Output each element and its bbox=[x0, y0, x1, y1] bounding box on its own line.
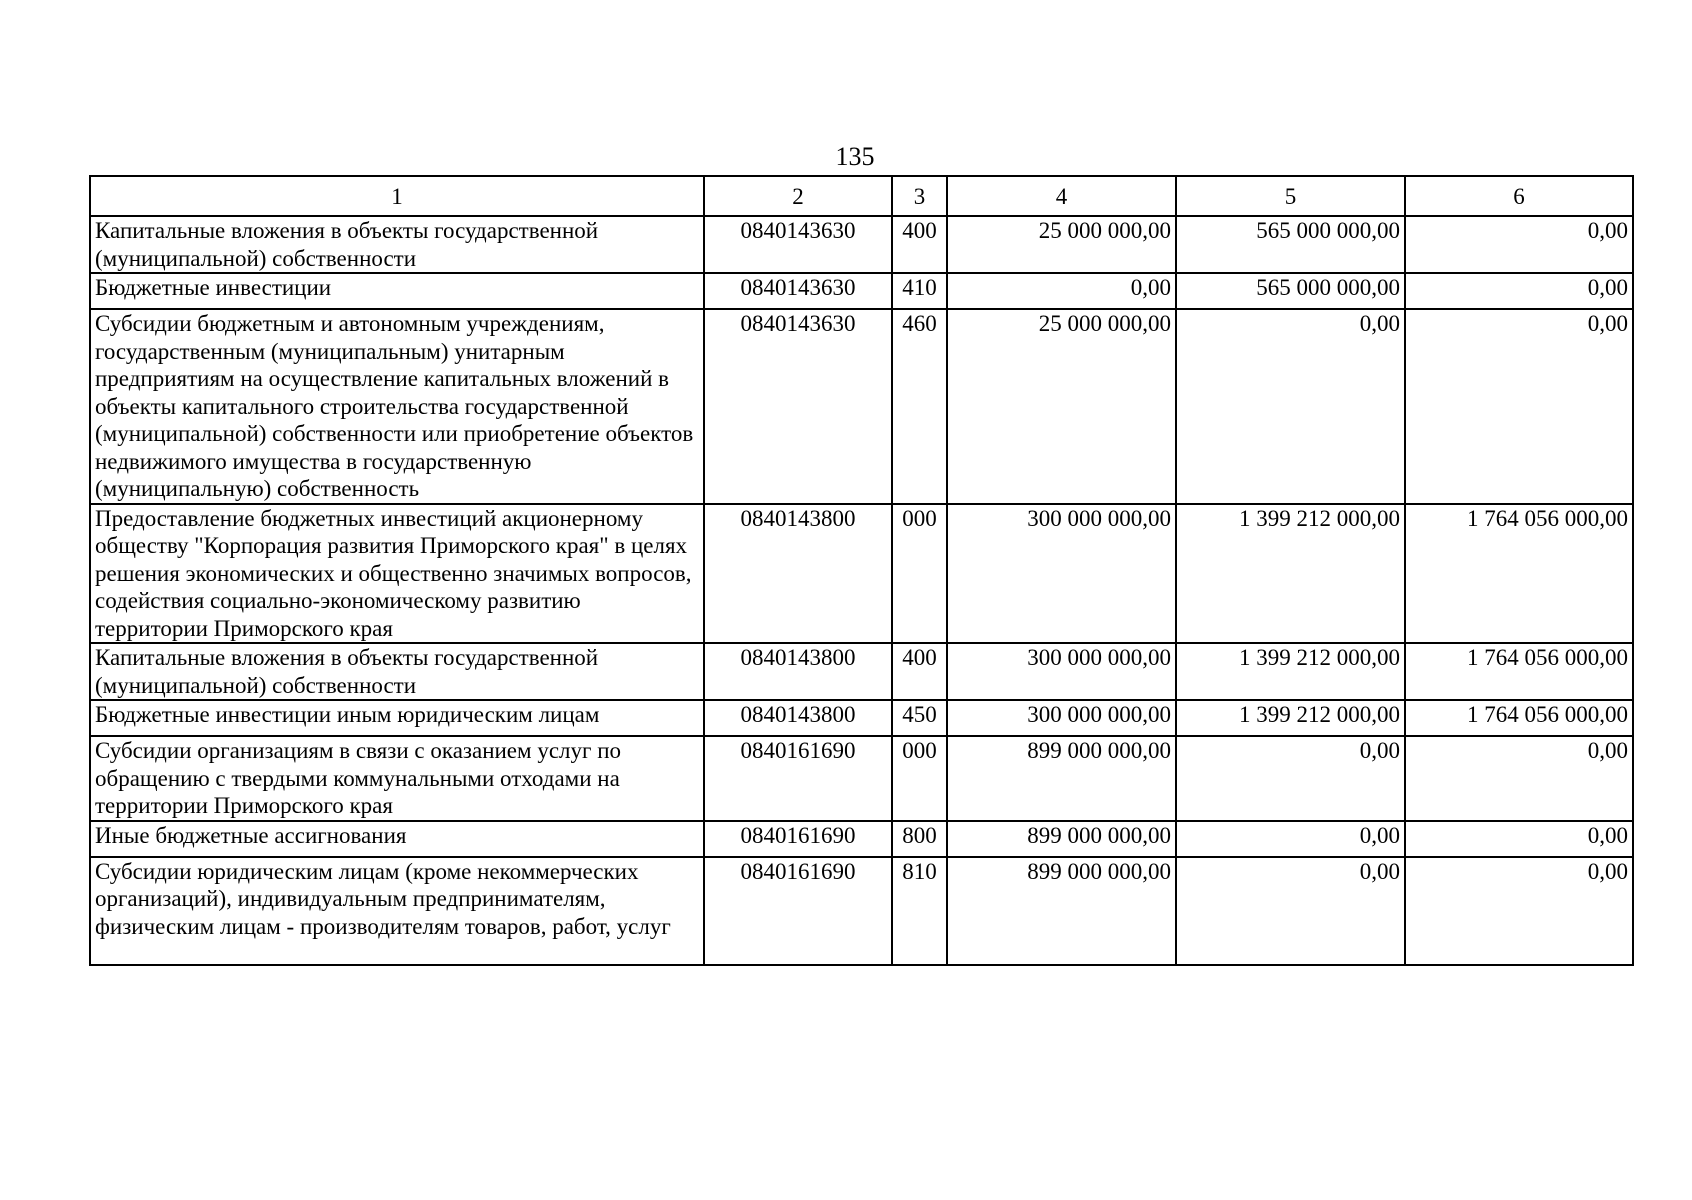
budget-table bbox=[89, 175, 1634, 966]
row-amount-col4: 300 000 000,00 bbox=[947, 643, 1176, 700]
row-amount-col6: 0,00 bbox=[1405, 216, 1633, 273]
row-name: Капитальные вложения в объекты государственной (муниципальной) собственности bbox=[90, 216, 704, 273]
table-row bbox=[90, 273, 1633, 309]
row-code: 0840161690 bbox=[704, 821, 892, 857]
row-code: 0840143630 bbox=[704, 309, 892, 504]
row-amount-col5: 1 399 212 000,00 bbox=[1176, 504, 1405, 644]
column-header: 6 bbox=[1405, 176, 1633, 216]
row-amount-col5: 1 399 212 000,00 bbox=[1176, 643, 1405, 700]
row-expense-type: 400 bbox=[892, 643, 947, 700]
row-amount-col4: 300 000 000,00 bbox=[947, 700, 1176, 736]
row-amount-col6: 0,00 bbox=[1405, 821, 1633, 857]
column-header: 3 bbox=[892, 176, 947, 216]
row-code: 0840143800 bbox=[704, 700, 892, 736]
row-name: Субсидии организациям в связи с оказанием услуг по обращению с твердыми коммунальными отходами на территории Приморского края bbox=[90, 736, 704, 821]
table-row bbox=[90, 736, 1633, 821]
row-name: Субсидии юридическим лицам (кроме некоммерческих организаций), индивидуальным предпринимателям, физическим лицам - производителям товаров, работ, услуг bbox=[90, 857, 704, 965]
table-row bbox=[90, 700, 1633, 736]
row-amount-col6: 1 764 056 000,00 bbox=[1405, 643, 1633, 700]
row-code: 0840161690 bbox=[704, 736, 892, 821]
row-name: Субсидии бюджетным и автономным учреждениям, государственным (муниципальным) унитарным предприятиям на осуществление капитальных вложений в объекты капитального строительства государственной (муниципальной) собственности или приобретение объектов недвижимого имущества в государственную (муниципальную) собственность bbox=[90, 309, 704, 504]
table-row bbox=[90, 309, 1633, 504]
row-amount-col4: 0,00 bbox=[947, 273, 1176, 309]
table-row bbox=[90, 504, 1633, 644]
row-expense-type: 460 bbox=[892, 309, 947, 504]
table-header-row bbox=[90, 176, 1633, 216]
table-row bbox=[90, 643, 1633, 700]
row-amount-col6: 0,00 bbox=[1405, 857, 1633, 965]
row-amount-col4: 899 000 000,00 bbox=[947, 821, 1176, 857]
row-amount-col5: 1 399 212 000,00 bbox=[1176, 700, 1405, 736]
row-amount-col6: 1 764 056 000,00 bbox=[1405, 700, 1633, 736]
row-amount-col6: 0,00 bbox=[1405, 736, 1633, 821]
row-code: 0840143800 bbox=[704, 504, 892, 644]
table-row bbox=[90, 216, 1633, 273]
row-amount-col4: 899 000 000,00 bbox=[947, 857, 1176, 965]
row-amount-col6: 0,00 bbox=[1405, 309, 1633, 504]
row-expense-type: 400 bbox=[892, 216, 947, 273]
row-expense-type: 000 bbox=[892, 736, 947, 821]
row-amount-col4: 300 000 000,00 bbox=[947, 504, 1176, 644]
row-amount-col5: 565 000 000,00 bbox=[1176, 216, 1405, 273]
row-amount-col4: 25 000 000,00 bbox=[947, 309, 1176, 504]
table-row bbox=[90, 821, 1633, 857]
column-header: 1 bbox=[90, 176, 704, 216]
row-amount-col5: 0,00 bbox=[1176, 309, 1405, 504]
column-header: 4 bbox=[947, 176, 1176, 216]
column-header: 2 bbox=[704, 176, 892, 216]
row-code: 0840143630 bbox=[704, 273, 892, 309]
row-name: Бюджетные инвестиции bbox=[90, 273, 704, 309]
row-amount-col4: 25 000 000,00 bbox=[947, 216, 1176, 273]
row-amount-col4: 899 000 000,00 bbox=[947, 736, 1176, 821]
row-amount-col5: 0,00 bbox=[1176, 736, 1405, 821]
row-name: Иные бюджетные ассигнования bbox=[90, 821, 704, 857]
row-expense-type: 410 bbox=[892, 273, 947, 309]
row-code: 0840143800 bbox=[704, 643, 892, 700]
column-header: 5 bbox=[1176, 176, 1405, 216]
row-amount-col5: 565 000 000,00 bbox=[1176, 273, 1405, 309]
row-amount-col5: 0,00 bbox=[1176, 857, 1405, 965]
row-expense-type: 000 bbox=[892, 504, 947, 644]
row-amount-col5: 0,00 bbox=[1176, 821, 1405, 857]
row-amount-col6: 1 764 056 000,00 bbox=[1405, 504, 1633, 644]
row-expense-type: 800 bbox=[892, 821, 947, 857]
row-name: Бюджетные инвестиции иным юридическим лицам bbox=[90, 700, 704, 736]
page-number: 135 bbox=[835, 142, 875, 171]
table-row bbox=[90, 857, 1633, 965]
row-name: Предоставление бюджетных инвестиций акционерному обществу "Корпорация развития Приморского края" в целях решения экономических и общественно значимых вопросов, содействия социально-экономическому развитию территории Приморского края bbox=[90, 504, 704, 644]
row-expense-type: 810 bbox=[892, 857, 947, 965]
row-expense-type: 450 bbox=[892, 700, 947, 736]
row-name: Капитальные вложения в объекты государственной (муниципальной) собственности bbox=[90, 643, 704, 700]
row-code: 0840161690 bbox=[704, 857, 892, 965]
row-code: 0840143630 bbox=[704, 216, 892, 273]
row-amount-col6: 0,00 bbox=[1405, 273, 1633, 309]
